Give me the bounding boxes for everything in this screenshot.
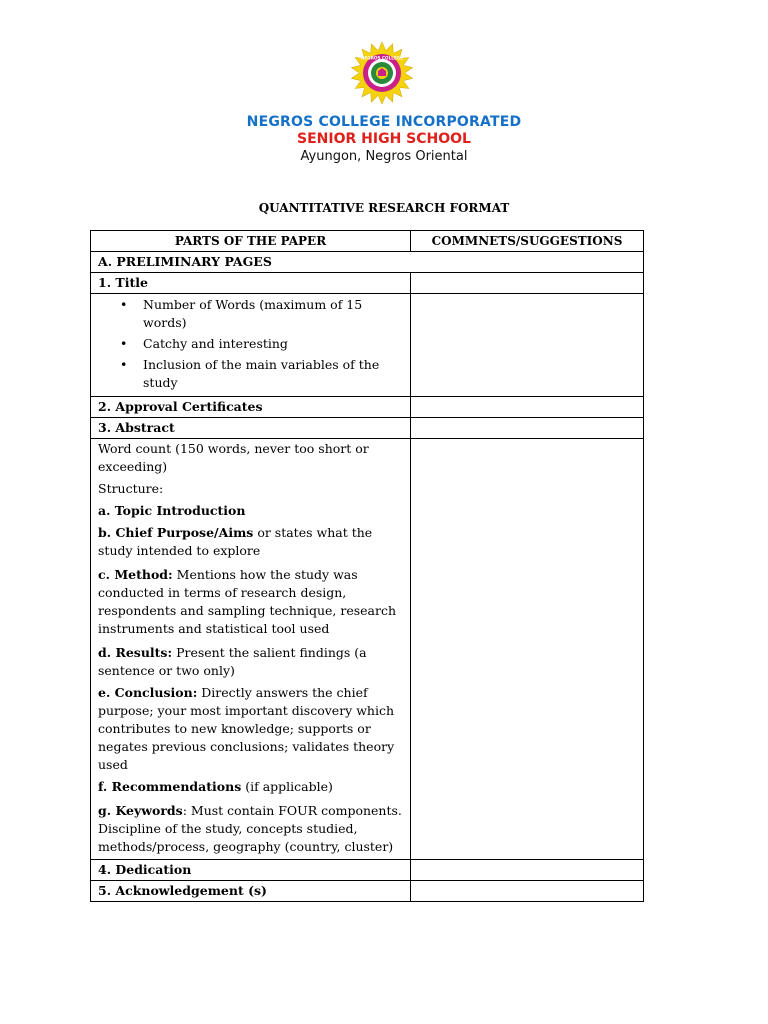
abstract-part-g bbox=[98, 802, 403, 856]
abstract-guidelines bbox=[91, 439, 411, 860]
table-row bbox=[91, 294, 644, 397]
part-g-label: g. Keywords bbox=[98, 803, 183, 818]
part-b-label: b. Chief Purpose/Aims bbox=[98, 525, 254, 540]
comment-cell-approval[interactable] bbox=[411, 397, 644, 418]
school-division: SENIOR HIGH SCHOOL bbox=[297, 131, 471, 147]
table-row bbox=[91, 860, 644, 881]
comment-cell-dedication[interactable] bbox=[411, 860, 644, 881]
list-item: • Number of Words (maximum of 15 words) bbox=[143, 296, 410, 332]
comment-cell-title[interactable] bbox=[411, 273, 644, 294]
item-dedication: 4. Dedication bbox=[91, 860, 411, 881]
school-location: Ayungon, Negros Oriental bbox=[300, 149, 468, 164]
abstract-structure: Structure: bbox=[98, 481, 164, 496]
abstract-part-a bbox=[98, 502, 403, 520]
school-header bbox=[0, 114, 768, 166]
part-f-text: (if applicable) bbox=[241, 779, 333, 794]
part-d-text: Present the salient findings (a sentence or two only) bbox=[98, 645, 367, 678]
item-abstract: 3. Abstract bbox=[91, 418, 411, 439]
abstract-word-count: Word count (150 words, never too short or exceeding) bbox=[98, 441, 369, 474]
part-f-label: f. Recommendations bbox=[98, 779, 242, 794]
part-c-label: c. Method: bbox=[98, 567, 173, 582]
section-row bbox=[91, 252, 644, 273]
abstract-part-b bbox=[98, 524, 403, 560]
school-name: NEGROS COLLEGE INCORPORATED bbox=[246, 114, 522, 130]
comment-cell-abstract[interactable] bbox=[411, 418, 644, 439]
comment-cell-acknowledgement[interactable] bbox=[411, 881, 644, 902]
abstract-part-c bbox=[98, 566, 403, 638]
part-e-label: e. Conclusion: bbox=[98, 685, 198, 700]
table-header-row bbox=[91, 231, 644, 252]
table-row bbox=[91, 439, 644, 860]
research-format-table bbox=[90, 230, 644, 902]
item-acknowledgement: 5. Acknowledgement (s) bbox=[91, 881, 411, 902]
abstract-part-d bbox=[98, 644, 403, 680]
comment-cell-abstract-guidelines[interactable] bbox=[411, 439, 644, 860]
parts-header: PARTS OF THE PAPER bbox=[91, 231, 411, 252]
logo-lettering: NEGROS COLLEGE bbox=[360, 55, 404, 61]
part-e-text: Directly answers the chief purpose; your most important discovery which contributes to new knowledge; supports or negates previous conclusions; validates theory used bbox=[98, 685, 395, 772]
part-a-label: a. Topic Introduction bbox=[98, 503, 246, 518]
abstract-part-e bbox=[98, 684, 403, 774]
school-logo bbox=[346, 41, 418, 105]
list-item: • Inclusion of the main variables of the study bbox=[143, 356, 410, 392]
part-d-label: d. Results: bbox=[98, 645, 173, 660]
table-row bbox=[91, 397, 644, 418]
part-c-text: Mentions how the study was conducted in terms of research design, respondents and sampling technique, research instruments and statistical tool used bbox=[98, 567, 397, 636]
item-approval-certificates: 2. Approval Certificates bbox=[91, 397, 411, 418]
part-g-text: : Must contain FOUR components. Discipline of the study, concepts studied, methods/process, geography (country, cluster) bbox=[98, 803, 402, 854]
list-item: • Catchy and interesting bbox=[143, 335, 410, 353]
table-row bbox=[91, 418, 644, 439]
comment-cell-title-criteria[interactable] bbox=[411, 294, 644, 397]
item-title: 1. Title bbox=[91, 273, 411, 294]
table-row bbox=[91, 273, 644, 294]
title-bullet-list bbox=[98, 296, 410, 392]
comments-header: COMMNETS/SUGGESTIONS bbox=[411, 231, 644, 252]
table-row bbox=[91, 881, 644, 902]
document-title: QUANTITATIVE RESEARCH FORMAT bbox=[258, 201, 510, 215]
part-b-text: or states what the study intended to explore bbox=[98, 525, 373, 558]
abstract-part-f bbox=[98, 778, 403, 796]
title-criteria bbox=[91, 294, 411, 397]
section-preliminary-pages: A. PRELIMINARY PAGES bbox=[91, 252, 644, 273]
